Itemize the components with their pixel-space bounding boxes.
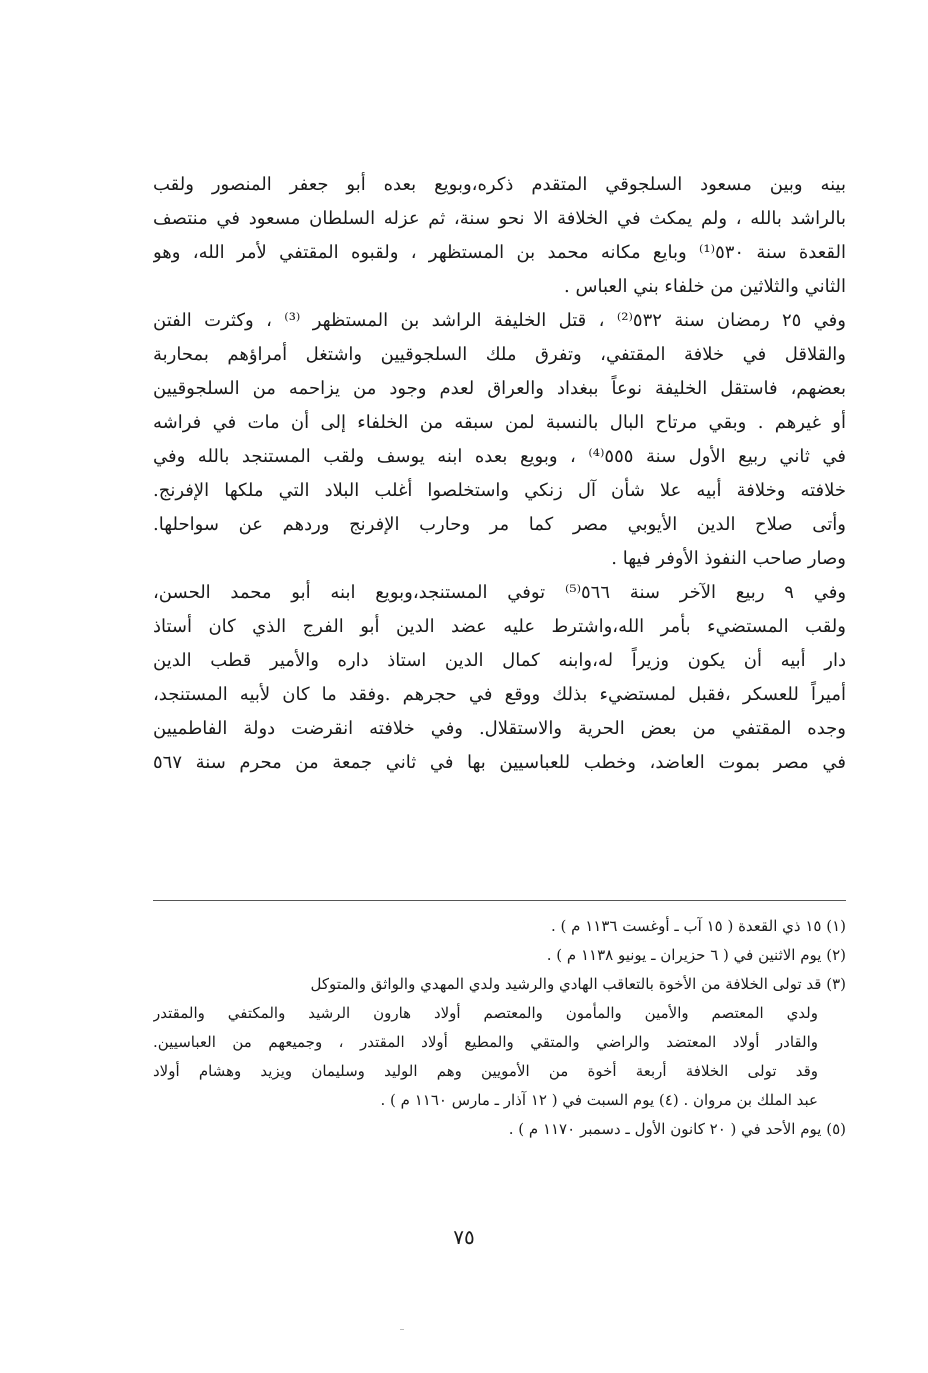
text-line: في مصر بموت العاضد، وخطب للعباسيين بها في ثاني جمعة من محرم سنة ٥٦٧ bbox=[153, 752, 846, 773]
text-line: والقلاقل في خلافة المقتفي، وتفرق ملك السلجوقيين واشتغل أمراؤهم بمحاربة bbox=[153, 344, 846, 365]
text-line: وجده المقتفي من بعض الحرية والاستقلال. وفي خلافته انقرضت دولة الفاطميين bbox=[153, 718, 846, 739]
text-line: بعضهم، فاستقل الخليفة نوعاً ببغداد والعراق لعدم وجود من يزاحمه من السلجوقيين bbox=[153, 378, 846, 399]
text-line: ولقب المستضيء بأمر الله،واشترط عليه عضد الدين أبو الفرج الذي كان أستاذ bbox=[153, 616, 846, 637]
footnote-2: (٢) يوم الاثنين في ( ٦ حزيران ـ يونيو ١١٣٨ م ) . bbox=[546, 946, 846, 964]
text-line: خلافته وخلافة أبيه علا شأن آل زنكي واستخلصوا أغلب البلاد التي ملكها الإفرنج. bbox=[153, 480, 846, 501]
main-text-block bbox=[153, 168, 846, 780]
text-line: وفي ٢٥ رمضان سنة ٥٣٢⁽²⁾ ، قتل الخليفة الراشد بن المستظهر ⁽³⁾ ، وكثرت الفتن bbox=[153, 310, 846, 331]
footnote-3-end-and-footnote-4: عبد الملك بن مروان . (٤) يوم السبت في ( ١٢ آذار ـ مارس ١١٦٠ م ) . bbox=[380, 1091, 818, 1109]
text-line: بينه وبين مسعود السلجوقي المتقدم ذكره،وبويع بعده أبو جعفر المنصور ولقب bbox=[153, 174, 846, 195]
text-line: أو غيرهم . وبقي مرتاح البال بالنسبة لمن سبقه من الخلفاء إلى أن مات في فراشه bbox=[153, 412, 846, 433]
footnotes-block bbox=[153, 912, 846, 1144]
text-line: وفي ٩ ربيع الآخر سنة ٥٦٦⁽⁵⁾ توفي المستنجد،وبويع ابنه أبو محمد الحسن، bbox=[153, 582, 846, 603]
footnote-3-continued: وقد تولى الخلافة أربعة أخوة من الأمويين وهم الوليد وسليمان ويزيد وهشام أولاد bbox=[153, 1062, 818, 1080]
page-number: ٧٥ bbox=[453, 1225, 475, 1249]
text-line: بالراشد بالله ، ولم يمكث في الخلافة الا نحو سنة، ثم عزله السلطان مسعود في منتصف bbox=[153, 208, 846, 229]
footnote-3-continued: والقادر أولاد المعتضد والراضي والمتقي والمطيع أولاد المقتدر ، وجميعهم من العباسيين. bbox=[153, 1033, 818, 1051]
footnote-3-continued: ولدي المعتصم والأمين والمأمون والمعتصم أولاد هارون الرشيد والمكتفي والمقتدر bbox=[153, 1004, 818, 1022]
footnote-1: (١) ١٥ ذي القعدة ( ١٥ آب ـ أوغست ١١٣٦ م ) . bbox=[550, 917, 846, 935]
text-line: وأتى صلاح الدين الأيوبي مصر كما مر وحارب الإفرنج وردهم عن سواحلها. bbox=[153, 514, 846, 535]
footnote-divider bbox=[153, 900, 846, 901]
text-line: وصار صاحب النفوذ الأوفر فيها . bbox=[611, 548, 846, 569]
text-line: أميراً للعسكر ،فقبل لمستضيء بذلك ووقع في حجرهم .وفقد ما كان لأبيه المستنجد، bbox=[153, 684, 846, 705]
text-line: دار أبيه أن يكون وزيراً له،وابنه كمال الدين استاذ داره والأمير قطب الدين bbox=[153, 650, 846, 671]
footnote-3: (٣) قد تولى الخلافة من الأخوة بالتعاقب الهادي والرشيد ولدي المهدي والواثق والمتوكل bbox=[310, 975, 846, 993]
footnote-5: (٥) يوم الأحد في ( ٢٠ كانون الأول ـ دسمبر ١١٧٠ م ) . bbox=[508, 1120, 846, 1138]
text-line: في ثاني ربيع الأول سنة ٥٥٥⁽⁴⁾ ، وبويع بعده ابنه يوسف ولقب المستنجد بالله وفي bbox=[153, 446, 846, 467]
scan-speck bbox=[400, 1329, 404, 1330]
text-line: الثاني والثلاثين من خلفاء بني العباس . bbox=[564, 276, 846, 297]
text-line: القعدة سنة ٥٣٠⁽¹⁾ وبايع مكانه محمد بن المستظهر ، ولقبوه المقتفي لأمر الله، وهو bbox=[153, 242, 846, 263]
